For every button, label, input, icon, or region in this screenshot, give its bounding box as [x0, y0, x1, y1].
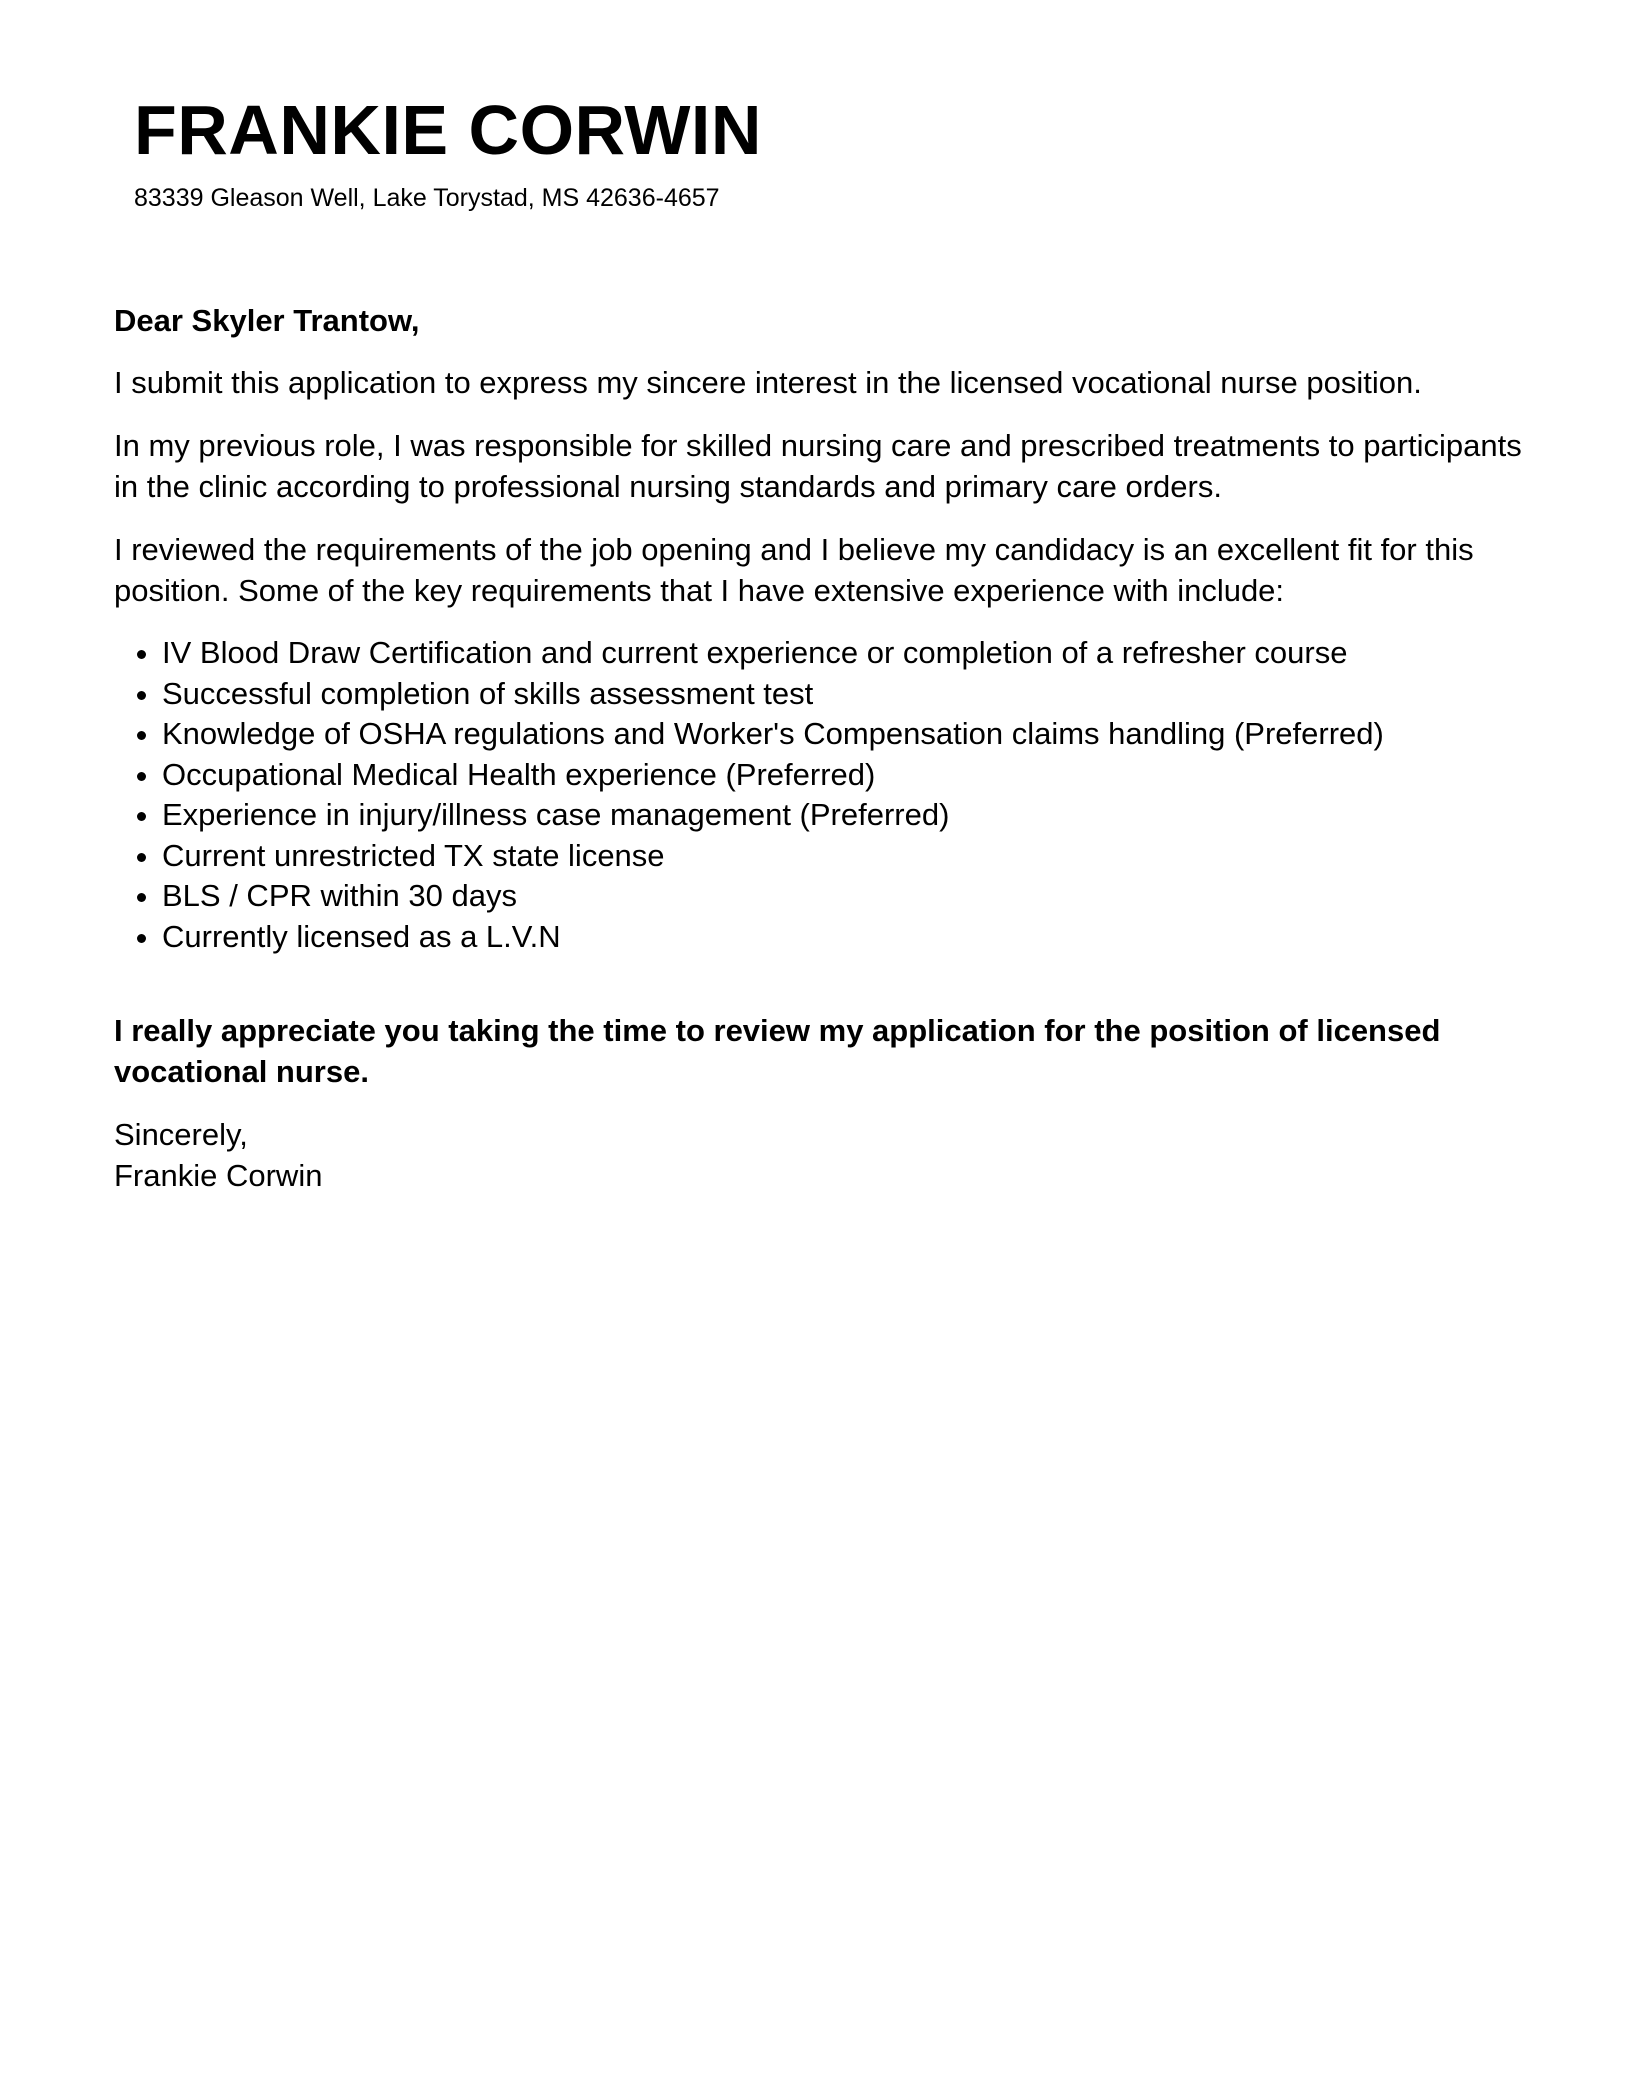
paragraph-previous-role: In my previous role, I was responsible for skilled nursing care and prescribed treatments to participants in the clinic according to professional nursing standards and primary care orders. — [114, 428, 1522, 504]
list-item-text: IV Blood Draw Certification and current experience or completion of a refresher course — [162, 635, 1348, 670]
sender-address: 83339 Gleason Well, Lake Torystad, MS 42636-4657 — [134, 184, 720, 212]
list-item — [114, 755, 1524, 796]
bullet-icon — [137, 731, 146, 740]
list-item-text: Successful completion of skills assessment test — [162, 675, 814, 711]
list-item — [114, 674, 1524, 715]
list-item — [114, 876, 1524, 917]
list-item — [114, 633, 1524, 674]
signoff — [114, 1114, 1524, 1196]
bullet-icon — [137, 772, 146, 781]
signoff-word: Sincerely, — [114, 1117, 248, 1152]
list-item-text: BLS / CPR within 30 days — [162, 878, 517, 913]
list-item-text: Experience in injury/illness case management (Preferred) — [162, 797, 950, 832]
list-item — [114, 836, 1524, 877]
list-item-text: Currently licensed as a L.V.N — [162, 918, 561, 954]
list-item-text: Occupational Medical Health experience (Preferred) — [162, 756, 876, 792]
list-item — [114, 795, 1524, 836]
bullet-icon — [137, 650, 146, 659]
list-item-text: Current unrestricted TX state license — [162, 837, 665, 873]
bullet-icon — [137, 934, 146, 943]
bullet-icon — [137, 812, 146, 821]
salutation: Dear Skyler Trantow, — [114, 303, 420, 338]
closing-statement: I really appreciate you taking the time to review my application for the position of licensed vocational nurse. — [114, 1013, 1441, 1089]
bullet-icon — [137, 853, 146, 862]
list-item-text: Knowledge of OSHA regulations and Worker's Compensation claims handling (Preferred) — [162, 716, 1384, 751]
letter-body — [114, 300, 1524, 1196]
paragraph-intro: I submit this application to express my sincere interest in the licensed vocational nurse position. — [114, 365, 1422, 400]
list-item — [114, 917, 1524, 958]
letter-header — [134, 88, 1494, 214]
requirements-list — [114, 633, 1524, 957]
bullet-icon — [137, 691, 146, 700]
sender-name: FRANKIE CORWIN — [134, 91, 762, 169]
list-item — [114, 714, 1524, 755]
bullet-icon — [137, 893, 146, 902]
paragraph-requirements-intro: I reviewed the requirements of the job opening and I believe my candidacy is an excellent fit for this position. Some of the key requirements that I have extensive experience with include: — [114, 532, 1474, 608]
signature-name: Frankie Corwin — [114, 1158, 323, 1193]
